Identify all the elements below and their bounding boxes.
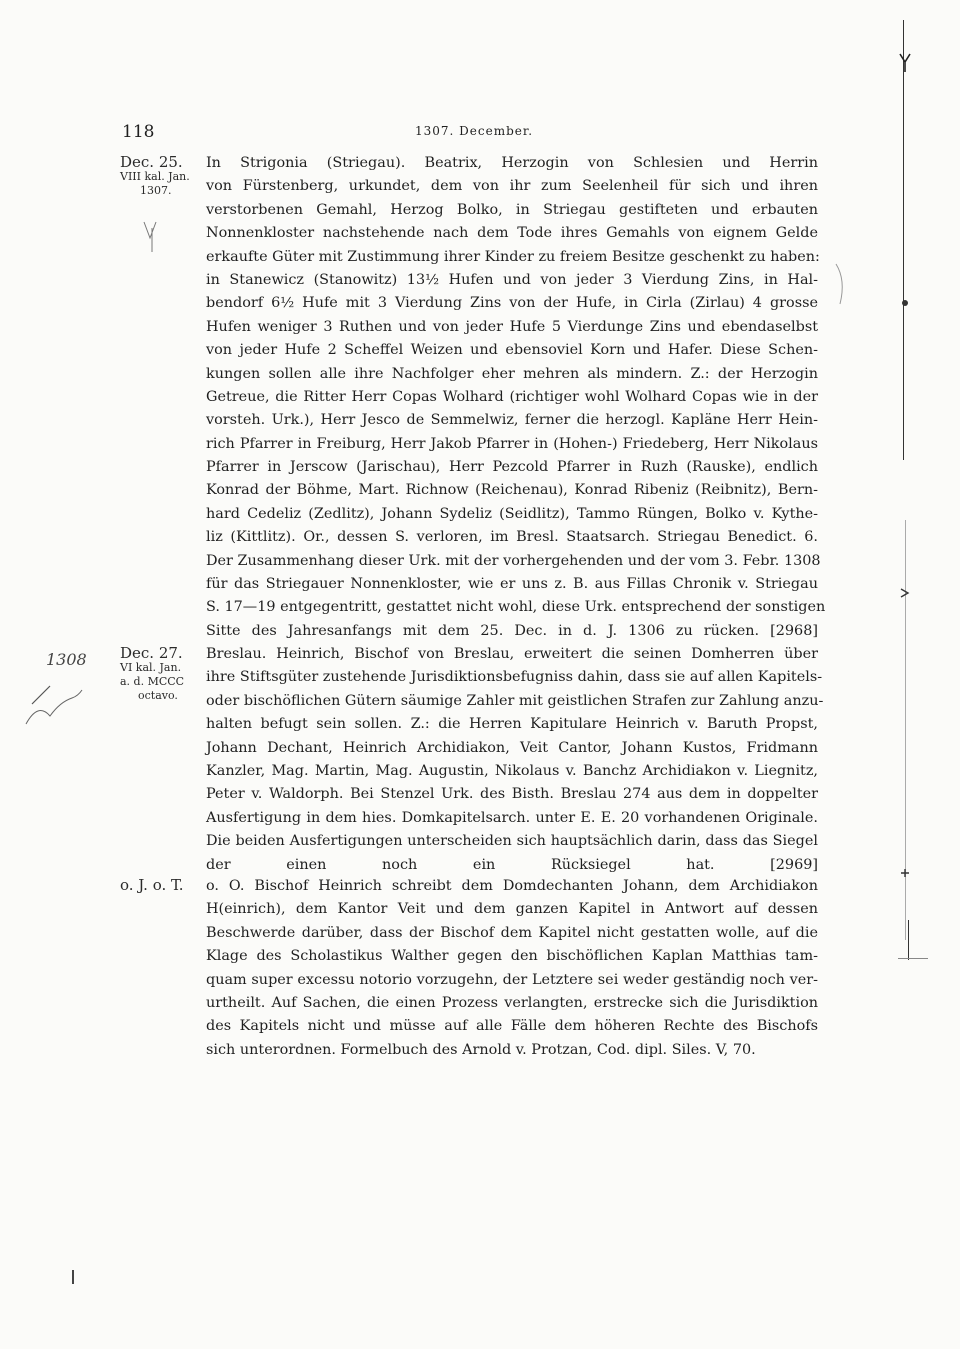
text-line: Klage des Scholastikus Walther gegen den bischöflichen Kaplan Matthias tam- bbox=[206, 948, 818, 965]
text-line: Getreue, die Ritter Herr Copas Wolhard (richtiger wohl Wolhard Copas wie in der bbox=[206, 388, 818, 405]
entry-date-main: Dec. 25. bbox=[120, 153, 183, 171]
handwritten-year-note: 1308 bbox=[46, 650, 87, 669]
text-line: erkaufte Güter mit Zustimmung ihrer Kinder zu freiem Besitze geschenkt zu haben: bbox=[206, 248, 820, 265]
text-line: für das Striegauer Nonnenkloster, wie er uns z. B. aus Fillas Chronik v. Striegau bbox=[206, 576, 818, 593]
entry-date-sub: a. d. MCCC bbox=[120, 675, 185, 688]
pencil-mark-icon bbox=[140, 218, 164, 258]
entry-text-1 bbox=[206, 152, 826, 643]
text-line: Die beiden Ausfertigungen unterscheiden sich hauptsächlich darin, dass das Siegel bbox=[206, 833, 818, 850]
entry-date-sub: 1307. bbox=[140, 184, 172, 197]
text-line: halten befugt sein sollen. Z.: die Herren Kapitulare Heinrich v. Baruth Propst, bbox=[206, 716, 818, 733]
text-line: des Kapitels nicht und müsse auf alle Fälle dem höheren Rechte des Bischofs bbox=[206, 1018, 818, 1035]
text-line: kungen sollen alle ihre Nachfolger eher mehren als mindern. Z.: der Herzogin bbox=[206, 365, 818, 382]
text-line: S. 17—19 entgegentritt, gestattet nicht wohl, diese Urk. entsprechend der sonstigen bbox=[206, 599, 826, 616]
text-line: Nonnenkloster nachstehende nach dem Tode ihres Gemahls von eignem Gelde bbox=[206, 225, 818, 242]
entry-date-3 bbox=[120, 877, 204, 893]
entry-date-sub: octavo. bbox=[138, 689, 178, 702]
text-line: Ausfertigung in dem hies. Domkapitelsarch. unter E. E. 20 vorhandenen Originale. bbox=[206, 809, 818, 826]
text-line: quam super excessu notorio vorzugehn, der Letztere sei weder geständig noch ver- bbox=[206, 971, 818, 988]
edge-tick-icon bbox=[898, 52, 912, 74]
text-line: Hufen weniger 3 Ruthen und von jeder Hufe 5 Vierdunge Zins und ebendaselbst bbox=[206, 318, 818, 335]
text-line: liz (Kittlitz). Or., dessen S. verloren, im Bresl. Staatsarch. Striegau Benedict. 6. bbox=[206, 529, 818, 546]
text-line: Konrad der Böhme, Mart. Richnow (Reichenau), Konrad Ribeniz (Reibnitz), Bern- bbox=[206, 482, 818, 499]
text-line: von Fürstenberg, urkundet, dem von ihr zum Seelenheil für sich und ihren bbox=[206, 178, 818, 195]
edge-line bbox=[898, 958, 928, 959]
edge-line bbox=[908, 920, 909, 960]
pencil-scribble-icon bbox=[20, 672, 90, 732]
text-line: hard Cedeliz (Zedlitz), Johann Sydeliz (Seidlitz), Tammo Rüngen, Bolko v. Kythe- bbox=[206, 505, 818, 522]
running-head: 1307. December. bbox=[415, 124, 534, 138]
text-line: Pfarrer in Jerscow (Jarischau), Herr Pezcold Pfarrer in Ruzh (Rauske), endlich bbox=[206, 459, 818, 476]
text-line: Johann Dechant, Heinrich Archidiakon, Veit Cantor, Johann Kustos, Fridmann bbox=[206, 739, 818, 756]
text-line: ihre Stiftsgüter zustehende Jurisdiktionsbefugniss dahin, dass sie auf allen Kapitels- bbox=[206, 669, 823, 686]
text-line: o. O. Bischof Heinrich schreibt dem Domdechanten Johann, dem Archidiakon bbox=[206, 878, 818, 894]
text-line: urtheilt. Auf Sachen, die einen Prozess verlangten, erstrecke sich die Jurisdiktion bbox=[206, 994, 818, 1011]
text-line: bendorf 6½ Hufe mit 3 Vierdung Zins von der Hufe, in Cirla (Zirlau) 4 grosse bbox=[206, 295, 818, 312]
text-line: Beschwerde darüber, dass der Bischof dem Kapitel nicht gestatten wolle, auf die bbox=[206, 924, 818, 941]
pencil-bracket-icon bbox=[830, 260, 854, 310]
text-line: von jeder Hufe 2 Scheffel Weizen und ebensoviel Korn und Hafer. Diese Schen- bbox=[206, 342, 818, 359]
text-line: Peter v. Waldorph. Bei Stenzel Urk. des Bisth. Breslau 274 aus dem in doppelter bbox=[206, 786, 818, 803]
text-line: in Stanewicz (Stanowitz) 13½ Hufen und von jeder 3 Vierdung Zins, in Hal- bbox=[206, 271, 818, 288]
text-line: Der Zusammenhang dieser Urk. mit der vorhergehenden und der vom 3. Febr. 1308 bbox=[206, 552, 821, 569]
text-line: Sitte des Jahresanfangs mit dem 25. Dec. in d. J. 1306 zu rücken. [2968] bbox=[206, 622, 818, 639]
text-line: In Strigonia (Striegau). Beatrix, Herzogin von Schlesien und Herrin bbox=[206, 155, 818, 171]
edge-dot-icon bbox=[898, 586, 912, 600]
entry-text-2 bbox=[206, 643, 824, 877]
entry-date-sub: VIII kal. Jan. bbox=[120, 170, 190, 183]
text-line: rich Pfarrer in Freiburg, Herr Jakob Pfarrer in (Hohen-) Friedeberg, Herr Nikolaus bbox=[206, 435, 818, 452]
entry-date-main: Dec. 27. bbox=[120, 644, 183, 662]
entry-text-3 bbox=[206, 875, 818, 1062]
text-line: H(einrich), dem Kantor Veit und dem ganzen Kapitel in Antwort auf dessen bbox=[206, 901, 818, 918]
edge-line bbox=[72, 1270, 74, 1284]
edge-dot-icon bbox=[898, 296, 912, 310]
text-line: vorsteh. Urk.), Herr Jesco de Semmelwiz, ferner die herzogl. Kapläne Herr Hein- bbox=[206, 412, 818, 429]
text-line: sich unterordnen. Formelbuch des Arnold v. Protzan, Cod. dipl. Siles. V, 70. bbox=[206, 1041, 756, 1058]
entry-date-1 bbox=[120, 154, 204, 198]
entry-date-main: o. J. o. T. bbox=[120, 876, 184, 894]
entry-date-2 bbox=[120, 645, 204, 703]
edge-dot-icon bbox=[898, 866, 912, 880]
text-line: oder bischöflichen Gütern säumige Zahler mit geistlichen Strafen zur Zahlung anzu- bbox=[206, 692, 824, 709]
edge-line bbox=[903, 20, 904, 460]
text-line: Breslau. Heinrich, Bischof von Breslau, erweitert die seinen Domherren über bbox=[206, 646, 818, 662]
text-line: verstorbenen Gemahl, Herzog Bolko, in Striegau gestifteten und erbauten bbox=[206, 201, 818, 218]
page-number: 118 bbox=[122, 122, 155, 142]
entry-date-sub: VI kal. Jan. bbox=[120, 661, 182, 674]
text-line: Kanzler, Mag. Martin, Mag. Augustin, Nikolaus v. Banchz Archidiakon v. Liegnitz, bbox=[206, 762, 818, 779]
text-line: der einen noch ein Rücksiegel hat. [2969] bbox=[206, 856, 818, 873]
